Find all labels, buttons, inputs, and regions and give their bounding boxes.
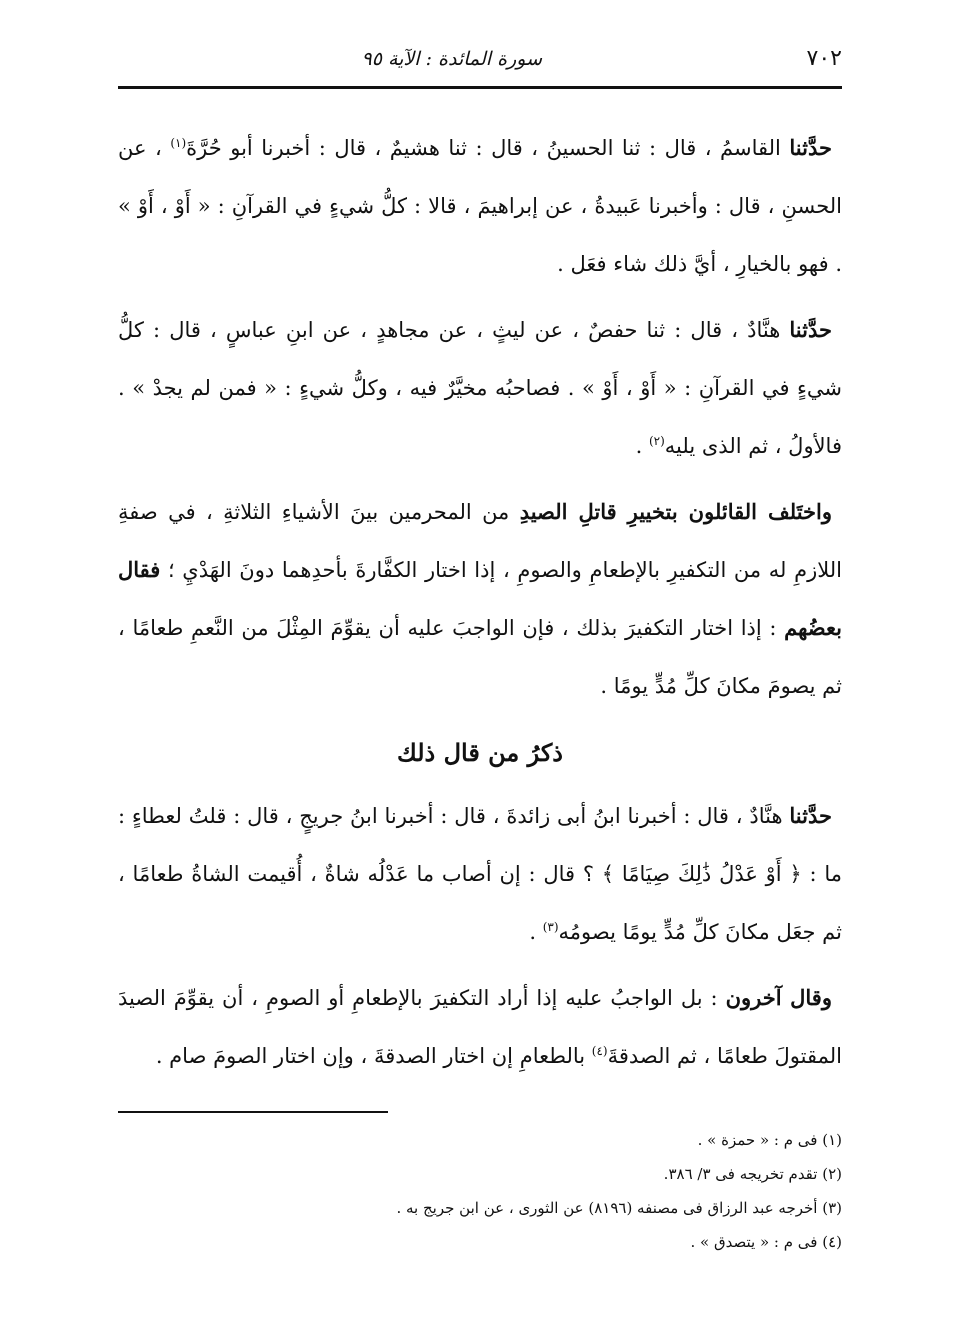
paragraph-text: . [529, 920, 543, 944]
paragraph-lead: حدَّثنا [789, 317, 832, 342]
footnote-marker: (١) [170, 136, 187, 150]
footnote: (٤) فى م : « يتصدق » . [690, 1233, 842, 1251]
paragraph-text: القاسمُ ، قال : ثنا الحسينُ ، قال : ثنا هشيمٌ ، قال : أخبرنا أبو حُرَّةَ [186, 136, 790, 160]
book-page [118, 40, 842, 1310]
footnote: (٢) تقدم تخريجه فى ٣/ ٣٨٦. [663, 1165, 842, 1183]
footnote: (١) فى م : « حمزة » . [697, 1131, 842, 1149]
main-text [118, 119, 842, 1085]
footnote-marker: (٤) [591, 1044, 608, 1058]
paragraph-text: . [635, 434, 649, 458]
paragraph-text: : بل الواجبُ عليه إذا أراد التكفيرَ بالإطعامِ أو الصومِ ، أن يقوِّمَ الصيدَ المقتولَ طعامًا ، ثم الصدقةَ [118, 986, 842, 1068]
paragraph-text: بالطعامِ إن اختار الصدقةَ ، وإن اختار الصومَ صام . [155, 1044, 592, 1068]
paragraph-lead-secondary: فقال بعضُهم [118, 557, 842, 640]
paragraph-lead: حدَّثنا [789, 135, 832, 160]
page-header [118, 40, 842, 89]
paragraph-5 [118, 969, 842, 1085]
footnotes [118, 1123, 842, 1259]
footnote-marker: (٢) [648, 434, 665, 448]
paragraph-lead: وقال آخرون [725, 985, 832, 1010]
paragraph-lead: واختَلف القائلون بتخييرِ قاتلِ الصيدِ [519, 499, 832, 524]
paragraph-2 [118, 301, 842, 475]
paragraph-text: هنَّادٌ ، قال : أخبرنا ابنُ أبى زائدةَ ، قال : أخبرنا ابنُ جريجٍ ، قال : قلتُ لعطاءٍ : ما : ﴿ أَوْ عَدْلُ ذَٰلِكَ صِيَامًا ﴾ ؟ قال : إن أصاب ما عَدْلُه شاةٌ ، أُقيمت الشاةُ طعامًا ، ثم جعَل مكانَ كلِّ مُدٍّ يومًا يصومُه [118, 804, 842, 944]
page-number: ٧٠٢ [806, 46, 842, 71]
paragraph-1 [118, 119, 842, 293]
footnote-divider [118, 1111, 388, 1113]
footnote: (٣) أخرجه عبد الرزاق فى مصنفه (٨١٩٦) عن الثورى ، عن ابن جريج به . [396, 1199, 842, 1217]
paragraph-text: هنَّادٌ ، قال : ثنا حفصٌ ، عن ليثٍ ، عن مجاهدٍ ، عن ابنِ عباسٍ ، قال : كلُّ شيءٍ في القرآنِ : « أَوْ ، أَوْ » . فصاحبُه مخيَّرٌ فيه ، وكلُّ شيءٍ : « فمن لم يجدْ » . فالأولُ ، ثم الذى يليه [118, 318, 842, 458]
paragraph-text: ، عن الحسنِ ، قال : وأخبرنا عَبيدةُ ، عن إبراهيمَ ، قالا : كلُّ شيءٍ في القرآنِ : « أَوْ ، أَوْ » . فهو بالخيارِ ، أيَّ ذلك شاء فعَل . [118, 136, 842, 276]
paragraph-4 [118, 787, 842, 961]
paragraph-text: من المحرمين بينَ الأشياءِ الثلاثةِ ، في صفةِ اللازمِ له من التكفيرِ بالإطعامِ والصومِ ، إذا اختار الكفَّارةَ بأحدِهما دونَ الهَدْيِ ؛ [118, 500, 842, 582]
paragraph-lead: حدَّثنا [789, 803, 832, 828]
paragraph-text: : إذا اختار التكفيرَ بذلك ، فإن الواجبَ عليه أن يقوِّمَ المِثْلَ من النَّعمِ طعامًا ، ثم يصومَ مكانَ كلِّ مُدٍّ يومًا . [118, 616, 842, 698]
footnote-marker: (٣) [542, 920, 559, 934]
section-heading: ذكرُ من قال ذلك [397, 738, 563, 767]
paragraph-3 [118, 483, 842, 715]
running-title: سورة المائدة : الآية ٩٥ [361, 48, 542, 70]
